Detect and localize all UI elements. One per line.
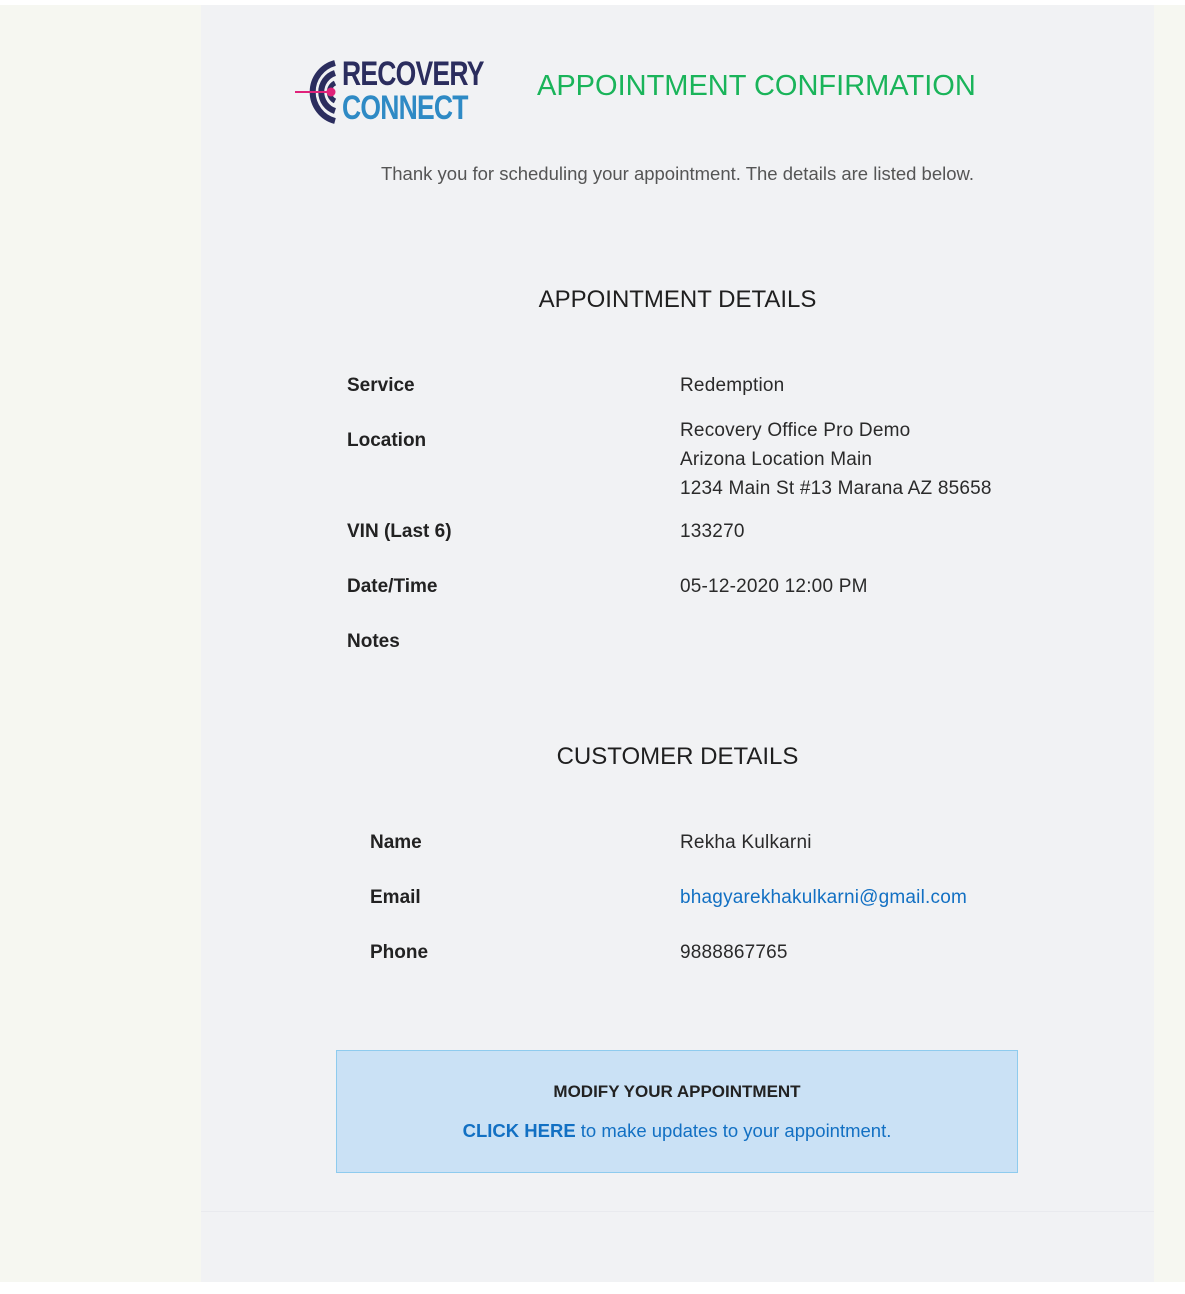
customer-details-heading: CUSTOMER DETAILS (556, 743, 799, 770)
logo-word-connect: CONNECT (342, 89, 468, 127)
location-line-3: 1234 Main St #13 Marana AZ 85658 (680, 478, 992, 499)
vin-label: VIN (Last 6) (347, 521, 452, 542)
vin-value: 133270 (680, 521, 745, 542)
page-title: APPOINTMENT CONFIRMATION (537, 70, 976, 102)
service-label: Service (347, 375, 415, 396)
location-label: Location (347, 430, 427, 451)
signal-logo-icon (295, 59, 343, 125)
location-line-1: Recovery Office Pro Demo (680, 420, 911, 441)
name-value: Rekha Kulkarni (680, 832, 812, 853)
name-label: Name (370, 832, 422, 853)
click-here-link[interactable]: CLICK HERE (462, 1120, 576, 1141)
email-value (680, 886, 967, 910)
email-label: Email (370, 887, 421, 908)
modify-appointment-title: MODIFY YOUR APPOINTMENT (553, 1082, 801, 1101)
intro-text: Thank you for scheduling your appointment. The details are listed below. (380, 163, 975, 184)
card-footer-divider (201, 1211, 1154, 1212)
service-value: Redemption (680, 375, 785, 396)
email-link[interactable]: bhagyarekhakulkarni@gmail.com (680, 887, 967, 908)
recovery-connect-logo (295, 55, 484, 127)
location-value (680, 416, 992, 503)
datetime-value: 05-12-2020 12:00 PM (680, 576, 868, 597)
modify-appointment-box (336, 1050, 1018, 1173)
modify-appointment-rest-text: to make updates to your appointment. (575, 1120, 892, 1141)
phone-label: Phone (370, 942, 429, 963)
logo-word-recovery: RECOVERY (342, 55, 484, 93)
appointment-details-heading: APPOINTMENT DETAILS (538, 286, 817, 313)
datetime-label: Date/Time (347, 576, 438, 597)
phone-value: 9888867765 (680, 942, 788, 963)
location-line-2: Arizona Location Main (680, 449, 873, 470)
notes-label: Notes (347, 631, 400, 652)
modify-appointment-text (337, 1119, 1017, 1143)
